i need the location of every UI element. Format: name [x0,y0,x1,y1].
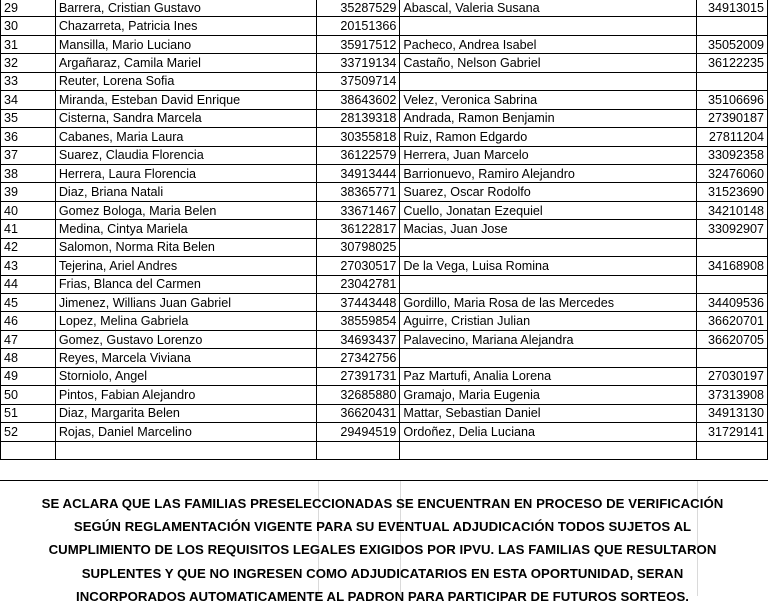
empty-cell[interactable] [400,441,697,459]
row-number-cell[interactable]: 40 [1,201,56,219]
disclaimer-line: SEGÚN REGLAMENTACIÓN VIGENTE PARA SU EVENTUAL ADJUDICACIÓN TODOS SUJETOS AL [73,519,692,535]
holder-name-cell[interactable]: Rojas, Daniel Marcelino [55,423,317,441]
co-holder-name-cell[interactable]: Barrionuevo, Ramiro Alejandro [400,164,697,182]
disclaimer-line: SE ACLARA QUE LAS FAMILIAS PRESELECCIONADAS SE ENCUENTRAN EN PROCESO DE VERIFICACIÓN [41,496,724,511]
co-holder-name-cell[interactable]: Pacheco, Andrea Isabel [400,35,697,53]
empty-cell[interactable] [55,441,317,459]
co-holder-dni-cell[interactable]: 34913130 [697,404,768,422]
holder-name-cell[interactable]: Diaz, Margarita Belen [55,404,317,422]
holder-name-cell[interactable]: Reyes, Marcela Viviana [55,349,317,367]
holder-dni-cell[interactable]: 35287529 [317,0,400,17]
table-row [1,238,768,256]
table-row [1,312,768,330]
co-holder-name-cell[interactable]: Velez, Veronica Sabrina [400,91,697,109]
co-holder-dni-cell[interactable]: 36122235 [697,54,768,72]
holder-dni-cell[interactable]: 27342756 [317,349,400,367]
holder-dni-cell[interactable]: 36620431 [317,404,400,422]
table-row [1,404,768,422]
row-number-cell[interactable]: 36 [1,128,56,146]
holder-dni-cell[interactable]: 38365771 [317,183,400,201]
row-number-cell[interactable]: 34 [1,91,56,109]
co-holder-name-cell[interactable]: Herrera, Juan Marcelo [400,146,697,164]
beneficiaries-table-body [1,0,768,459]
co-holder-dni-cell[interactable]: 33092907 [697,220,768,238]
co-holder-dni-cell[interactable] [697,72,768,90]
row-number-cell[interactable]: 33 [1,72,56,90]
holder-name-cell[interactable]: Cabanes, Maria Laura [55,128,317,146]
table-row [1,349,768,367]
co-holder-name-cell[interactable]: Aguirre, Cristian Julian [400,312,697,330]
co-holder-name-cell[interactable]: Mattar, Sebastian Daniel [400,404,697,422]
table-row [1,220,768,238]
disclaimer-line: CUMPLIMIENTO DE LOS REQUISITOS LEGALES EXIGIDOS POR IPVU. LAS FAMILIAS QUE RESULTARON [48,542,717,558]
co-holder-dni-cell[interactable]: 35052009 [697,35,768,53]
co-holder-name-cell[interactable]: Cuello, Jonatan Ezequiel [400,201,697,219]
co-holder-name-cell[interactable]: Andrada, Ramon Benjamin [400,109,697,127]
holder-dni-cell[interactable]: 29494519 [317,423,400,441]
holder-dni-cell[interactable]: 20151366 [317,17,400,35]
holder-dni-cell[interactable]: 33719134 [317,54,400,72]
holder-name-cell[interactable]: Tejerina, Ariel Andres [55,257,317,275]
holder-dni-cell[interactable]: 36122579 [317,146,400,164]
row-number-cell[interactable]: 30 [1,17,56,35]
row-number-cell[interactable]: 49 [1,367,56,385]
row-number-cell[interactable]: 51 [1,404,56,422]
co-holder-name-cell[interactable]: Gramajo, Maria Eugenia [400,386,697,404]
empty-row [1,441,768,459]
holder-name-cell[interactable]: Chazarreta, Patricia Ines [55,17,317,35]
co-holder-dni-cell[interactable]: 27811204 [697,128,768,146]
co-holder-name-cell[interactable]: Suarez, Oscar Rodolfo [400,183,697,201]
row-number-cell[interactable]: 42 [1,238,56,256]
table-row [1,109,768,127]
disclaimer-line: SUPLENTES Y QUE NO INGRESEN COMO ADJUDICATARIOS EN ESTA OPORTUNIDAD, SERAN [81,565,684,581]
co-holder-dni-cell[interactable]: 27390187 [697,109,768,127]
co-holder-dni-cell[interactable]: 31729141 [697,423,768,441]
holder-dni-cell[interactable]: 30798025 [317,238,400,256]
holder-name-cell[interactable]: Diaz, Briana Natali [55,183,317,201]
holder-name-cell[interactable]: Lopez, Melina Gabriela [55,312,317,330]
co-holder-dni-cell[interactable]: 34168908 [697,257,768,275]
co-holder-dni-cell[interactable]: 32476060 [697,164,768,182]
co-holder-dni-cell[interactable]: 31523690 [697,183,768,201]
table-row [1,35,768,53]
holder-name-cell[interactable]: Suarez, Claudia Florencia [55,146,317,164]
row-number-cell[interactable]: 48 [1,349,56,367]
holder-dni-cell[interactable]: 37509714 [317,72,400,90]
holder-dni-cell[interactable]: 34913444 [317,164,400,182]
holder-name-cell[interactable]: Medina, Cintya Mariela [55,220,317,238]
co-holder-name-cell[interactable]: Macias, Juan Jose [400,220,697,238]
holder-name-cell[interactable]: Miranda, Esteban David Enrique [55,91,317,109]
table-row [1,386,768,404]
row-number-cell[interactable]: 38 [1,164,56,182]
row-number-cell[interactable]: 45 [1,294,56,312]
table-row [1,367,768,385]
table-row [1,275,768,293]
co-holder-name-cell[interactable]: Ordoñez, Delia Luciana [400,423,697,441]
co-holder-dni-cell[interactable]: 36620701 [697,312,768,330]
disclaimer-line: INCORPORADOS AUTOMATICAMENTE AL PADRON PARA PARTICIPAR DE FUTUROS SORTEOS. [75,588,689,604]
holder-name-cell[interactable]: Frias, Blanca del Carmen [55,275,317,293]
holder-dni-cell[interactable]: 27030517 [317,257,400,275]
co-holder-dni-cell[interactable] [697,349,768,367]
holder-dni-cell[interactable]: 23042781 [317,275,400,293]
row-number-cell[interactable]: 29 [1,0,56,17]
holder-dni-cell[interactable]: 37443448 [317,294,400,312]
co-holder-dni-cell[interactable] [697,275,768,293]
co-holder-name-cell[interactable]: Castaño, Nelson Gabriel [400,54,697,72]
table-row [1,17,768,35]
empty-cell[interactable] [317,441,400,459]
disclaimer-note [0,480,768,604]
table-row [1,294,768,312]
co-holder-name-cell[interactable] [400,349,697,367]
co-holder-name-cell[interactable] [400,275,697,293]
co-holder-dni-cell[interactable] [697,238,768,256]
row-number-cell[interactable]: 52 [1,423,56,441]
holder-dni-cell[interactable]: 32685880 [317,386,400,404]
holder-name-cell[interactable]: Gomez, Gustavo Lorenzo [55,330,317,348]
table-row [1,91,768,109]
co-holder-dni-cell[interactable]: 34210148 [697,201,768,219]
holder-name-cell[interactable]: Gomez Bologa, Maria Belen [55,201,317,219]
co-holder-dni-cell[interactable]: 33092358 [697,146,768,164]
holder-dni-cell[interactable]: 38559854 [317,312,400,330]
holder-name-cell[interactable]: Pintos, Fabian Alejandro [55,386,317,404]
co-holder-dni-cell[interactable]: 35106696 [697,91,768,109]
co-holder-dni-cell[interactable] [697,17,768,35]
holder-dni-cell[interactable]: 36122817 [317,220,400,238]
holder-name-cell[interactable]: Mansilla, Mario Luciano [55,35,317,53]
row-number-cell[interactable]: 32 [1,54,56,72]
table-row [1,164,768,182]
row-number-cell[interactable]: 47 [1,330,56,348]
table-row [1,183,768,201]
row-number-cell[interactable]: 44 [1,275,56,293]
row-number-cell[interactable]: 50 [1,386,56,404]
co-holder-name-cell[interactable] [400,17,697,35]
table-row [1,423,768,441]
holder-dni-cell[interactable]: 33671467 [317,201,400,219]
holder-name-cell[interactable]: Reuter, Lorena Sofia [55,72,317,90]
empty-cell[interactable] [697,441,768,459]
holder-name-cell[interactable]: Herrera, Laura Florencia [55,164,317,182]
holder-dni-cell[interactable]: 27391731 [317,367,400,385]
holder-name-cell[interactable]: Argañaraz, Camila Mariel [55,54,317,72]
table-row [1,54,768,72]
co-holder-name-cell[interactable]: Ruiz, Ramon Edgardo [400,128,697,146]
co-holder-name-cell[interactable]: De la Vega, Luisa Romina [400,257,697,275]
row-number-cell[interactable]: 41 [1,220,56,238]
co-holder-dni-cell[interactable]: 34913015 [697,0,768,17]
table-row [1,128,768,146]
table-row [1,146,768,164]
holder-name-cell[interactable]: Salomon, Norma Rita Belen [55,238,317,256]
co-holder-name-cell[interactable] [400,72,697,90]
co-holder-name-cell[interactable]: Gordillo, Maria Rosa de las Mercedes [400,294,697,312]
holder-name-cell[interactable]: Storniolo, Angel [55,367,317,385]
holder-dni-cell[interactable]: 35917512 [317,35,400,53]
table-row [1,201,768,219]
holder-name-cell[interactable]: Barrera, Cristian Gustavo [55,0,317,17]
holder-dni-cell[interactable]: 30355818 [317,128,400,146]
co-holder-dni-cell[interactable]: 37313908 [697,386,768,404]
co-holder-dni-cell[interactable]: 34409536 [697,294,768,312]
row-number-cell[interactable]: 37 [1,146,56,164]
table-row [1,0,768,17]
holder-dni-cell[interactable]: 34693437 [317,330,400,348]
row-number-cell[interactable]: 43 [1,257,56,275]
row-number-cell[interactable]: 39 [1,183,56,201]
row-number-cell[interactable]: 35 [1,109,56,127]
holder-name-cell[interactable]: Jimenez, Willians Juan Gabriel [55,294,317,312]
row-number-cell[interactable]: 46 [1,312,56,330]
co-holder-name-cell[interactable]: Paz Martufi, Analia Lorena [400,367,697,385]
table-row [1,257,768,275]
co-holder-dni-cell[interactable]: 27030197 [697,367,768,385]
co-holder-name-cell[interactable]: Abascal, Valeria Susana [400,0,697,17]
disclaimer-text [30,492,735,608]
holder-name-cell[interactable]: Cisterna, Sandra Marcela [55,109,317,127]
holder-dni-cell[interactable]: 28139318 [317,109,400,127]
table-row [1,72,768,90]
co-holder-name-cell[interactable] [400,238,697,256]
empty-cell[interactable] [1,441,56,459]
row-number-cell[interactable]: 31 [1,35,56,53]
co-holder-name-cell[interactable]: Palavecino, Mariana Alejandra [400,330,697,348]
holder-dni-cell[interactable]: 38643602 [317,91,400,109]
co-holder-dni-cell[interactable]: 36620705 [697,330,768,348]
table-row [1,330,768,348]
